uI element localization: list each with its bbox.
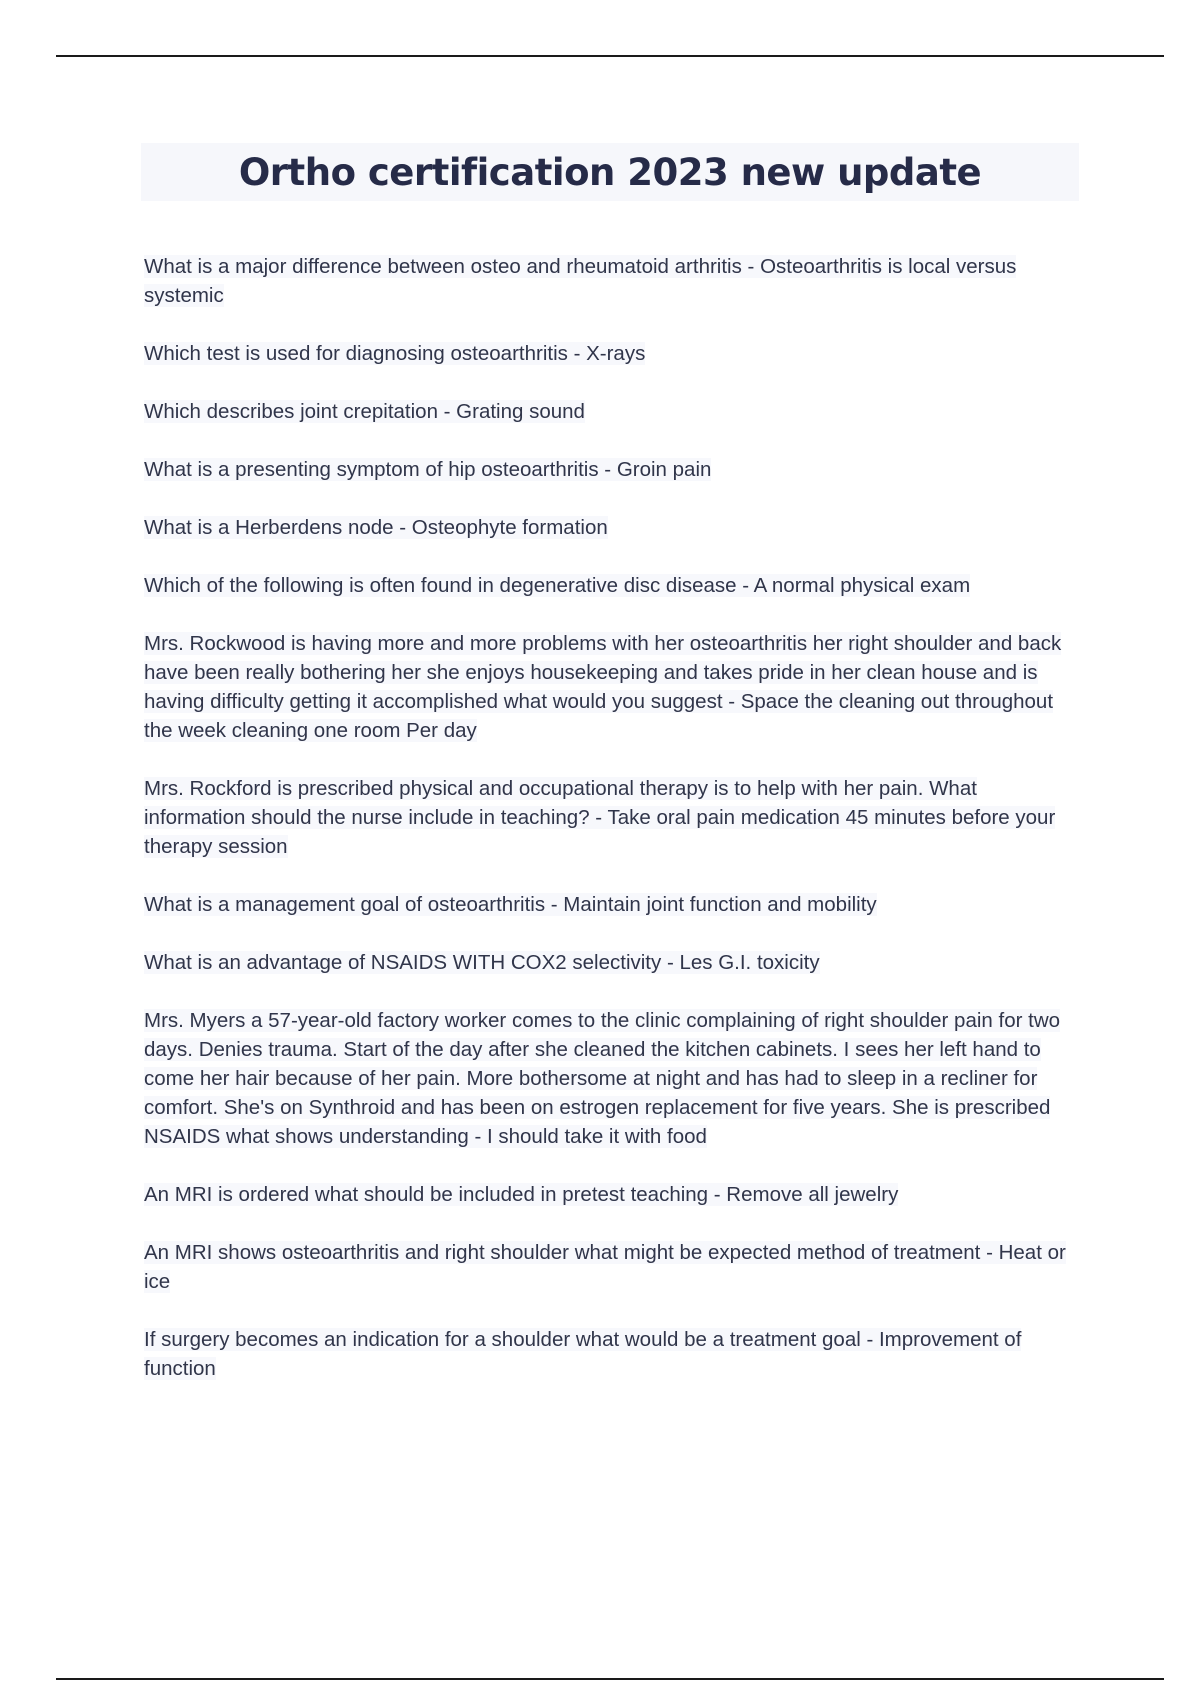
qa-item (144, 890, 1084, 919)
qa-item (144, 339, 1084, 368)
qa-text: What is a Herberdens node - Osteophyte formation (144, 516, 608, 539)
qa-item (144, 513, 1084, 542)
qa-text: What is a presenting symptom of hip osteoarthritis - Groin pain (144, 458, 712, 481)
qa-text: If surgery becomes an indication for a shoulder what would be a treatment goal - Improvement of function (144, 1328, 1022, 1380)
qa-item (144, 1238, 1084, 1296)
qa-item (144, 252, 1084, 310)
qa-text: Mrs. Myers a 57-year-old factory worker comes to the clinic complaining of right shoulder pain for two days. Denies trauma. Start of the day after she cleaned the kitchen cabinets. I sees her left hand to come her hair because of her pain. More bothersome at night and has had to sleep in a recliner for comfort. She's on Synthroid and has been on estrogen replacement for five years. She is prescribed NSAIDS what shows understanding - I should take it with food (144, 1009, 1061, 1148)
qa-text: An MRI shows osteoarthritis and right shoulder what might be expected method of treatment - Heat or ice (144, 1241, 1066, 1293)
top-rule (56, 55, 1164, 57)
qa-text: What is a management goal of osteoarthritis - Maintain joint function and mobility (144, 893, 877, 916)
qa-item (144, 1180, 1084, 1209)
qa-item (144, 397, 1084, 426)
document-title: Ortho certification 2023 new update (238, 150, 982, 194)
bottom-rule (56, 1678, 1164, 1680)
qa-list (144, 252, 1084, 1412)
qa-item (144, 571, 1084, 600)
qa-text: Mrs. Rockwood is having more and more problems with her osteoarthritis her right shoulder and back have been really bothering her she enjoys housekeeping and takes pride in her clean house and is having difficulty getting it accomplished what would you suggest - Space the cleaning out throughout the week cleaning one room Per day (144, 632, 1062, 742)
qa-item (144, 629, 1084, 745)
qa-item (144, 1006, 1084, 1151)
qa-item (144, 1325, 1084, 1383)
qa-item (144, 774, 1084, 861)
qa-text: Which describes joint crepitation - Grating sound (144, 400, 585, 423)
title-banner (141, 143, 1079, 201)
qa-text: What is an advantage of NSAIDS WITH COX2 selectivity - Les G.I. toxicity (144, 951, 820, 974)
qa-text: Mrs. Rockford is prescribed physical and occupational therapy is to help with her pain. What information should the nurse include in teaching? - Take oral pain medication 45 minutes before your therapy session (144, 777, 1056, 858)
qa-text: Which test is used for diagnosing osteoarthritis - X-rays (144, 342, 646, 365)
qa-text: What is a major difference between osteo and rheumatoid arthritis - Osteoarthritis is local versus systemic (144, 255, 1017, 307)
qa-text: Which of the following is often found in degenerative disc disease - A normal physical exam (144, 574, 971, 597)
qa-item (144, 455, 1084, 484)
qa-text: An MRI is ordered what should be included in pretest teaching - Remove all jewelry (144, 1183, 899, 1206)
qa-item (144, 948, 1084, 977)
